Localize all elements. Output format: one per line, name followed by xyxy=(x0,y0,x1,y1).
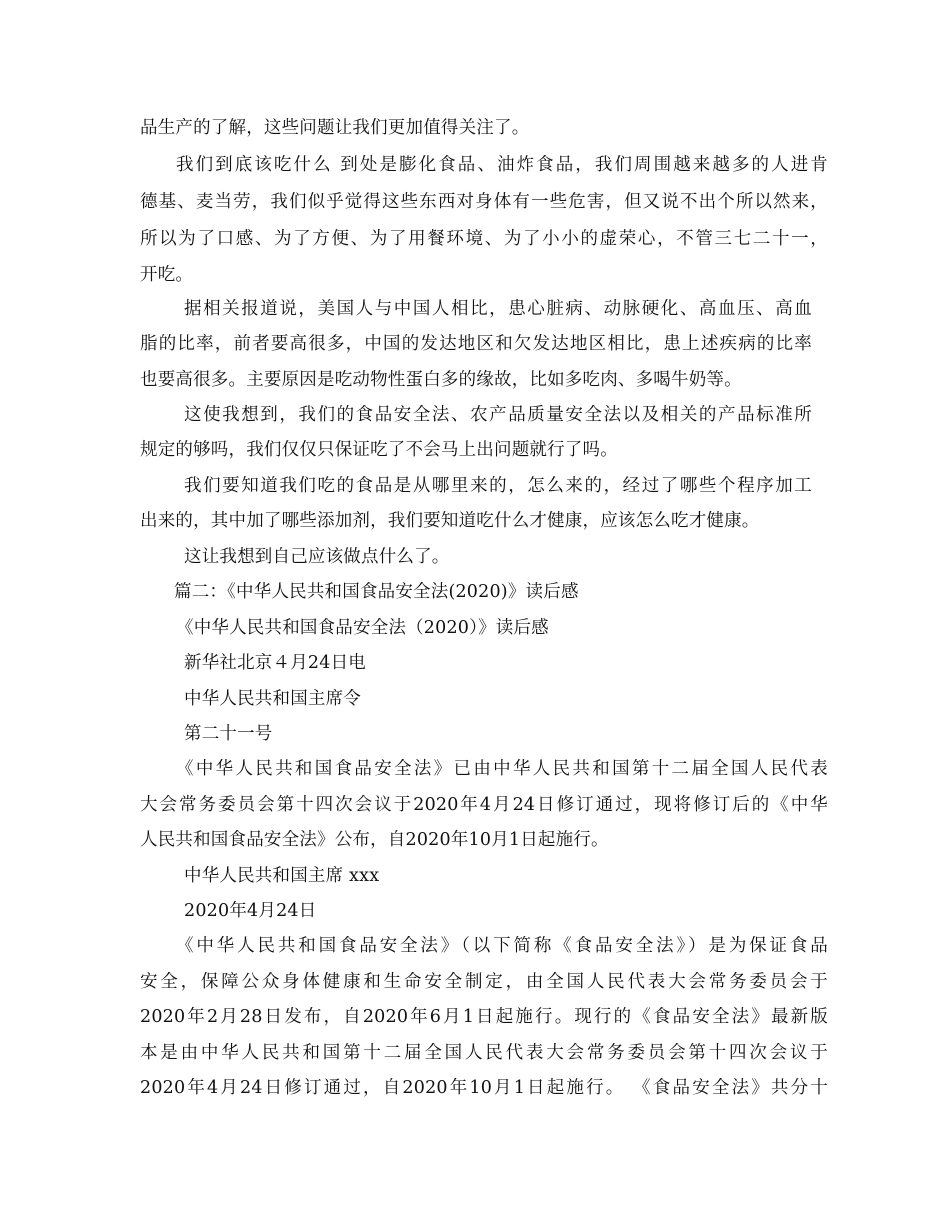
text-line: 《中华人民共和国食品安全法》（以下简称《食品安全法》）是为保证食品 xyxy=(176,936,828,956)
text-line: 德基、麦当劳，我们似乎觉得这些东西对身体有一些危害，但又说不出个所以然来， xyxy=(140,192,828,212)
text-line: 脂的比率，前者要高很多，中国的发达地区和欠发达地区相比，患上述疾病的比率 xyxy=(140,334,812,354)
text-line: 这让我想到自己应该做点什么了。 xyxy=(184,547,450,567)
text-line: 品生产的了解，这些问题让我们更加值得关注了。 xyxy=(140,118,530,138)
text-line: 第二十一号 xyxy=(184,724,273,744)
text-line: 据相关报道说，美国人与中国人相比，患心脏病、动脉硬化、高血压、高血 xyxy=(184,299,812,319)
text-line: 2020年4月24日修订通过，自2020年10月1日起施行。 《食品安全法》共分十 xyxy=(140,1078,828,1098)
text-line: 《中华人民共和国食品安全法》已由中华人民共和国第十二届全国人民代表 xyxy=(176,759,828,779)
text-line: 安全，保障公众身体健康和生命安全制定，由全国人民代表大会常务委员会于 xyxy=(140,972,828,992)
text-line: 本是由中华人民共和国第十二届全国人民代表大会常务委员会第十四次会议于 xyxy=(140,1043,828,1063)
text-line: 新华社北京４月24日电 xyxy=(184,653,366,673)
text-line: 大会常务委员会第十四次会议于2020年4月24日修订通过，现将修订后的《中华 xyxy=(140,795,828,815)
text-line: 出来的，其中加了哪些添加剂，我们要知道吃什么才健康，应该怎么吃才健康。 xyxy=(140,511,760,531)
text-line: 也要高很多。主要原因是吃动物性蛋白多的缘故，比如多吃肉、多喝牛奶等。 xyxy=(140,370,742,390)
text-line: 中华人民共和国主席 xxx xyxy=(184,866,380,886)
text-line: 我们到底该吃什么 到处是膨化食品、油炸食品，我们周围越来越多的人进肯 xyxy=(176,155,828,175)
section-heading: 篇二：《中华人民共和国食品安全法(2020)》读后感 xyxy=(174,582,579,602)
text-line: 我们要知道我们吃的食品是从哪里来的，怎么来的，经过了哪些个程序加工 xyxy=(184,476,812,496)
text-line: 规定的够吗，我们仅仅只保证吃了不会马上出问题就行了吗。 xyxy=(140,440,618,460)
document-title: 《中华人民共和国食品安全法（2020）》读后感 xyxy=(176,618,549,638)
text-line: 所以为了口感、为了方便、为了用餐环境、为了小小的虚荣心，不管三七二十一， xyxy=(140,229,828,249)
text-line: 2020年4月24日 xyxy=(184,901,317,921)
text-line: 人民共和国食品安全法》公布，自2020年10月1日起施行。 xyxy=(140,830,609,850)
text-line: 2020年2月28日发布，自2020年6月1日起施行。现行的《食品安全法》最新版 xyxy=(140,1007,828,1027)
text-line: 这使我想到，我们的食品安全法、农产品质量安全法以及相关的产品标准所 xyxy=(184,405,812,425)
text-line: 中华人民共和国主席令 xyxy=(184,689,361,709)
text-line: 开吃。 xyxy=(140,265,194,285)
